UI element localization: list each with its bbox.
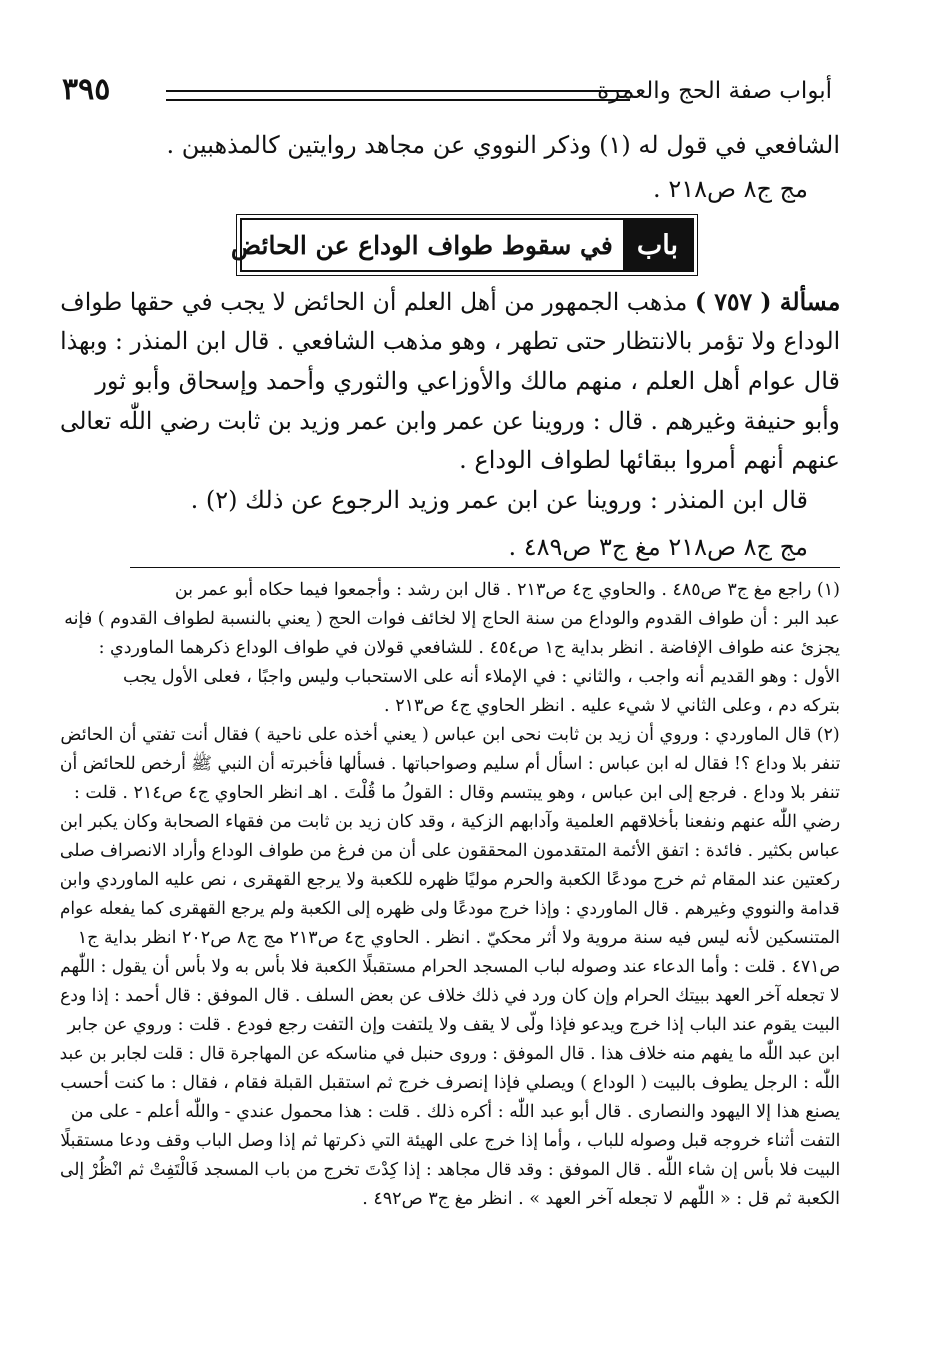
footnote-line: اللّٰه : الرجل يطوف بالبيت ( الوداع ) ويصلي فإذا إنصرف خرج ثم استقبل القبلة فقام ، فقال : ما كنت أحسب	[60, 1073, 840, 1093]
masala-line-1	[60, 282, 840, 322]
body-footnote-rule	[130, 567, 840, 568]
intro-line-1: الشافعي في قول له (١) وذكر النووي عن مجاهد روايتين كالمذهبين .	[166, 131, 840, 159]
footnote-line: رضي اللّٰه عنهم ونفعنا بأخلاقهم العلمية وآدابهم الزكية ، وقد كان زيد بن ثابت من فقهاء الصحابة وكان يكبر ابن	[59, 812, 840, 832]
footnote-line: البيت يقوم عند الباب إذا خرج ويدعو فإذا ولّى لا يقف ولا يلتفت وإن التفت رجع فودع . قلت : وروي عن جابر	[67, 1015, 840, 1035]
footnote-line: يصنع هذا إلا اليهود والنصارى . قال أبو عبد اللّٰه : أكره ذلك . قلت : هذا محمول عندي - واللّٰه أعلم - على من	[70, 1102, 840, 1122]
footnote-line: يجزئ عنه طواف الإفاضة . انظر بداية ج١ ص٤٥٤ . للشافعي قولان في طواف الوداع ذكرهما الماوردي :	[98, 638, 840, 658]
masala-line-4: وأبو حنيفة وغيرهم . قال : وروينا عن عمر وابن عمر وزيد بن ثابت رضي اللّٰه تعالى	[60, 407, 840, 435]
footnote-line: المتنسكين لأنه ليس فيه سنة مروية ولا أثر محكيّ . انظر . الحاوي ج٤ ص٢١٣ مج ج٨ ص٢٠٢ انظر بداية ج١	[77, 928, 840, 948]
footnote-line: الكعبة ثم قل : « اللّٰهم لا تجعله آخر العهد » . انظر مغ ج٣ ص٤٩٢ .	[362, 1189, 840, 1209]
footnote-line: ركعتين عند المقام ثم خرج مودعًا الكعبة والحرم موليًا ظهره للكعبة ولا يرجع القهقرى ، نص عليه الماوردي وابن	[59, 870, 840, 890]
intro-line-2: مج ج٨ ص٢١٨ .	[653, 175, 808, 203]
footnote-line: ابن عبد اللّٰه ما يفهم منه خلاف هذا . قال الموفق : وروى حنبل في مناسكه عن المهاجرة قال : قلت لجابر بن عبد	[59, 1044, 840, 1064]
footnote-line: لا تجعله آخر العهد ببيتك الحرام وإن كان ورد في ذلك خلاف عن بعض السلف . قال الموفق : قال أحمد : إذا ودع	[60, 986, 840, 1006]
footnote-line: عباس بكثير . فائدة : اتفق الأئمة المتقدمون المحققون على أن من فرغ من طواف الوداع وأراد الانصراف صلى	[59, 841, 840, 861]
footnote-line: الأول : وهو القديم أنه واجب ، والثاني : في الإملاء أنه على الاستحباب وليس واجبًا ، فعلى الأول يجب	[122, 667, 840, 687]
masala-line-5: عنهم أنهم أمروا ببقائها لطواف الوداع .	[459, 446, 840, 474]
chapter-title: في سقوط طواف الوداع عن الحائض	[230, 230, 613, 260]
footnote-line: عبد البر : أن طواف القدوم والوداع من سنة الحاج إلا لخائف فوات الحج ( يعني بالنسبة لطواف القدوم ) فإنه	[64, 609, 840, 629]
footnote-line: تنفر بلا وداع ؟! فقال له ابن عباس : اسأل أم سليم وصواحباتها . فسألها فأخبرته أن النبي ﷺ أرخص للحائض أن	[59, 754, 840, 774]
running-header	[62, 72, 832, 112]
chapter-heading-box	[230, 218, 694, 272]
footnote-line: ص٤٧١ . قلت : وأما الدعاء عند وصوله لباب المسجد الحرام مستقبلًا الكعبة فلا بأس به ولا بأس أن يقول : اللّٰهم	[59, 957, 840, 977]
masala-line-6: قال ابن المنذر : وروينا عن ابن عمر وزيد الرجوع عن ذلك (٢) .	[190, 486, 808, 514]
masala-line-2: الوداع ولا تؤمر بالانتظار حتى تطهر ، وهو مذهب الشافعي . قال ابن المنذر : وبهذا	[60, 327, 840, 355]
footnote-line: (١) راجع مغ ج٣ ص٤٨٥ . والحاوي ج٤ ص٢١٣ . قال ابن رشد : وأجمعوا فيما حكاه أبو عمر بن	[174, 580, 840, 600]
footnote-line: التفت أثناء خروجه قبل وصوله للباب ، وأما إذا خرج على الهيئة التي ذكرتها ثم إذا وصل الباب وقف ودعا مستقبلًا	[59, 1131, 840, 1151]
masala-label: مسألة ( ٧٥٧ )	[694, 287, 840, 316]
footnote-line: تنفر بلا وداع . فرجع إلى ابن عباس ، وهو يبتسم وقال : القولُ ما قُلْتَ . اهـ انظر الحاوي ج٤ ص٢١٤ . قلت :	[73, 783, 840, 803]
chapter-label: باب	[623, 220, 692, 270]
footnote-line: البيت فلا بأس إن شاء اللّٰه . قال الموفق : وقد قال مجاهد : إذا كِدْتَ تخرج من باب المسجد فَالْتَفِتْ ثم انْظُرْ إلى	[59, 1160, 840, 1180]
running-title: أبواب صفة الحج والعمرة	[597, 78, 832, 104]
masala-line-7: مج ج٨ ص٢١٨ مغ ج٣ ص٤٨٩ .	[508, 533, 808, 561]
page-number: ٣٩٥	[62, 72, 111, 107]
footnote-line: بتركه دم ، وعلى الثاني لا شيء عليه . انظر الحاوي ج٤ ص٢١٣ .	[384, 696, 840, 716]
masala-line-1-text: مذهب الجمهور من أهل العلم أن الحائض لا يجب في حقها طواف	[59, 288, 687, 316]
footnote-line: قدامة والنووي وغيرهم . قال الماوردي : وإذا خرج مودعًا ولى ظهره إلى الكعبة ولم يرجع القهقرى كما يفعله عوام	[60, 899, 840, 919]
footnote-line: (٢) قال الماوردي : وروي أن زيد بن ثابت نحى ابن عباس ( يعني أخذه على ناحية ) فقال أنت تفتي أن الحائض	[60, 725, 840, 745]
masala-line-3: قال عوام أهل العلم ، منهم مالك والأوزاعي والثوري وأحمد وإسحاق وأبو ثور	[95, 367, 840, 395]
header-double-rule	[166, 90, 630, 101]
